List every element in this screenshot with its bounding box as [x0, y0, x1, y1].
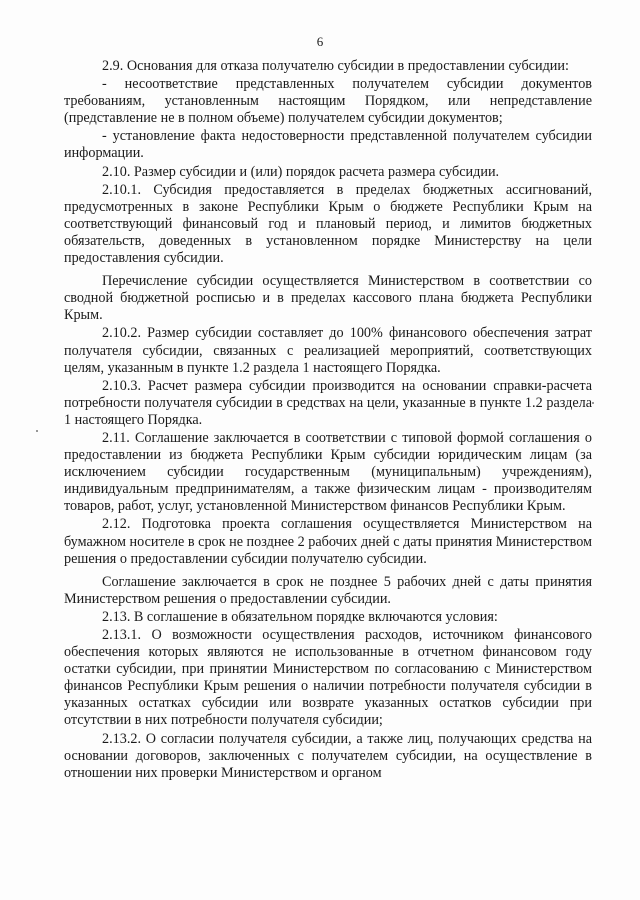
document-body	[64, 58, 592, 783]
paragraph-2-9-item-2: - установление факта недостоверности представленной получателем субсидии информации.	[64, 128, 592, 162]
paragraph-2-13-1: 2.13.1. О возможности осуществления расходов, источником финансового обеспечения которых являются не использованные в отчетном финансовом году остатки субсидии, при принятии Министерством по согласованию с Министерством финансов Республики Крым решения о наличии потребности получателя субсидии в указанных остатках субсидии или возврате указанных остатков субсидии при отсутствии в них потребности получателя субсидии;	[64, 627, 592, 729]
paragraph-transfer: Перечисление субсидии осуществляется Министерством в соответствии со сводной бюджетной росписью и в пределах кассового плана бюджета Республики Крым.	[64, 273, 592, 324]
paragraph-2-9: 2.9. Основания для отказа получателю субсидии в предоставлении субсидии:	[102, 58, 569, 74]
paragraph-2-9-item-1: - несоответствие представленных получателем субсидии документов требованиям, установленным настоящим Порядком, или непредставление (представление не в полном объеме) получателем субсидии документов;	[64, 76, 592, 127]
paragraph-2-13: 2.13. В соглашение в обязательном порядке включаются условия:	[102, 608, 498, 625]
paragraph-2-12: 2.12. Подготовка проекта соглашения осуществляется Министерством на бумажном носителе в срок не позднее 2 рабочих дней с даты принятия Министерством решения о предоставлении субсидии получателю субсидии.	[64, 516, 592, 567]
paragraph-2-10: 2.10. Размер субсидии и (или) порядок расчета размера субсидии.	[102, 163, 500, 180]
paragraph-2-13-2: 2.13.2. О согласии получателя субсидии, а также лиц, получающих средства на основании договоров, заключенных с получателем субсидии, на осуществление в отношении них проверки Министерством и органом	[64, 730, 592, 781]
paragraph-2-10-2: 2.10.2. Размер субсидии составляет до 100% финансового обеспечения затрат получателя субсидии, связанных с реализацией мероприятий, соответствующих целям, указанным в пункте 1.2 раздела 1 настоящего Порядка.	[64, 325, 592, 376]
paragraph-2-10-1: 2.10.1. Субсидия предоставляется в пределах бюджетных ассигнований, предусмотренных в законе Республики Крым о бюджете Республики Крым на соответствующий финансовый год и плановый период, и лимитов бюджетных обязательств, доведенных в установленном порядке Министерству на цели предоставления субсидии.	[64, 181, 592, 267]
scan-speck	[592, 402, 594, 404]
paragraph-2-11: 2.11. Соглашение заключается в соответствии с типовой формой соглашения о предоставлении из бюджета Республики Крым субсидии юридическим лицам (за исключением субсидии государственным (муниципальным) учреждениям), индивидуальным предпринимателям, а также физическим лицам - производителям товаров, работ, услуг, установленной Министерством финансов Республики Крым.	[64, 429, 592, 515]
scan-speck	[36, 430, 38, 432]
paragraph-agreement-term: Соглашение заключается в срок не позднее 5 рабочих дней с даты принятия Министерством решения о предоставлении субсидии.	[64, 573, 592, 607]
page-number: 6	[316, 34, 324, 49]
paragraph-2-10-3: 2.10.3. Расчет размера субсидии производится на основании справки-расчета потребности получателя субсидии в средствах на цели, указанные в пункте 1.2 раздела 1 настоящего Порядка.	[64, 377, 592, 428]
